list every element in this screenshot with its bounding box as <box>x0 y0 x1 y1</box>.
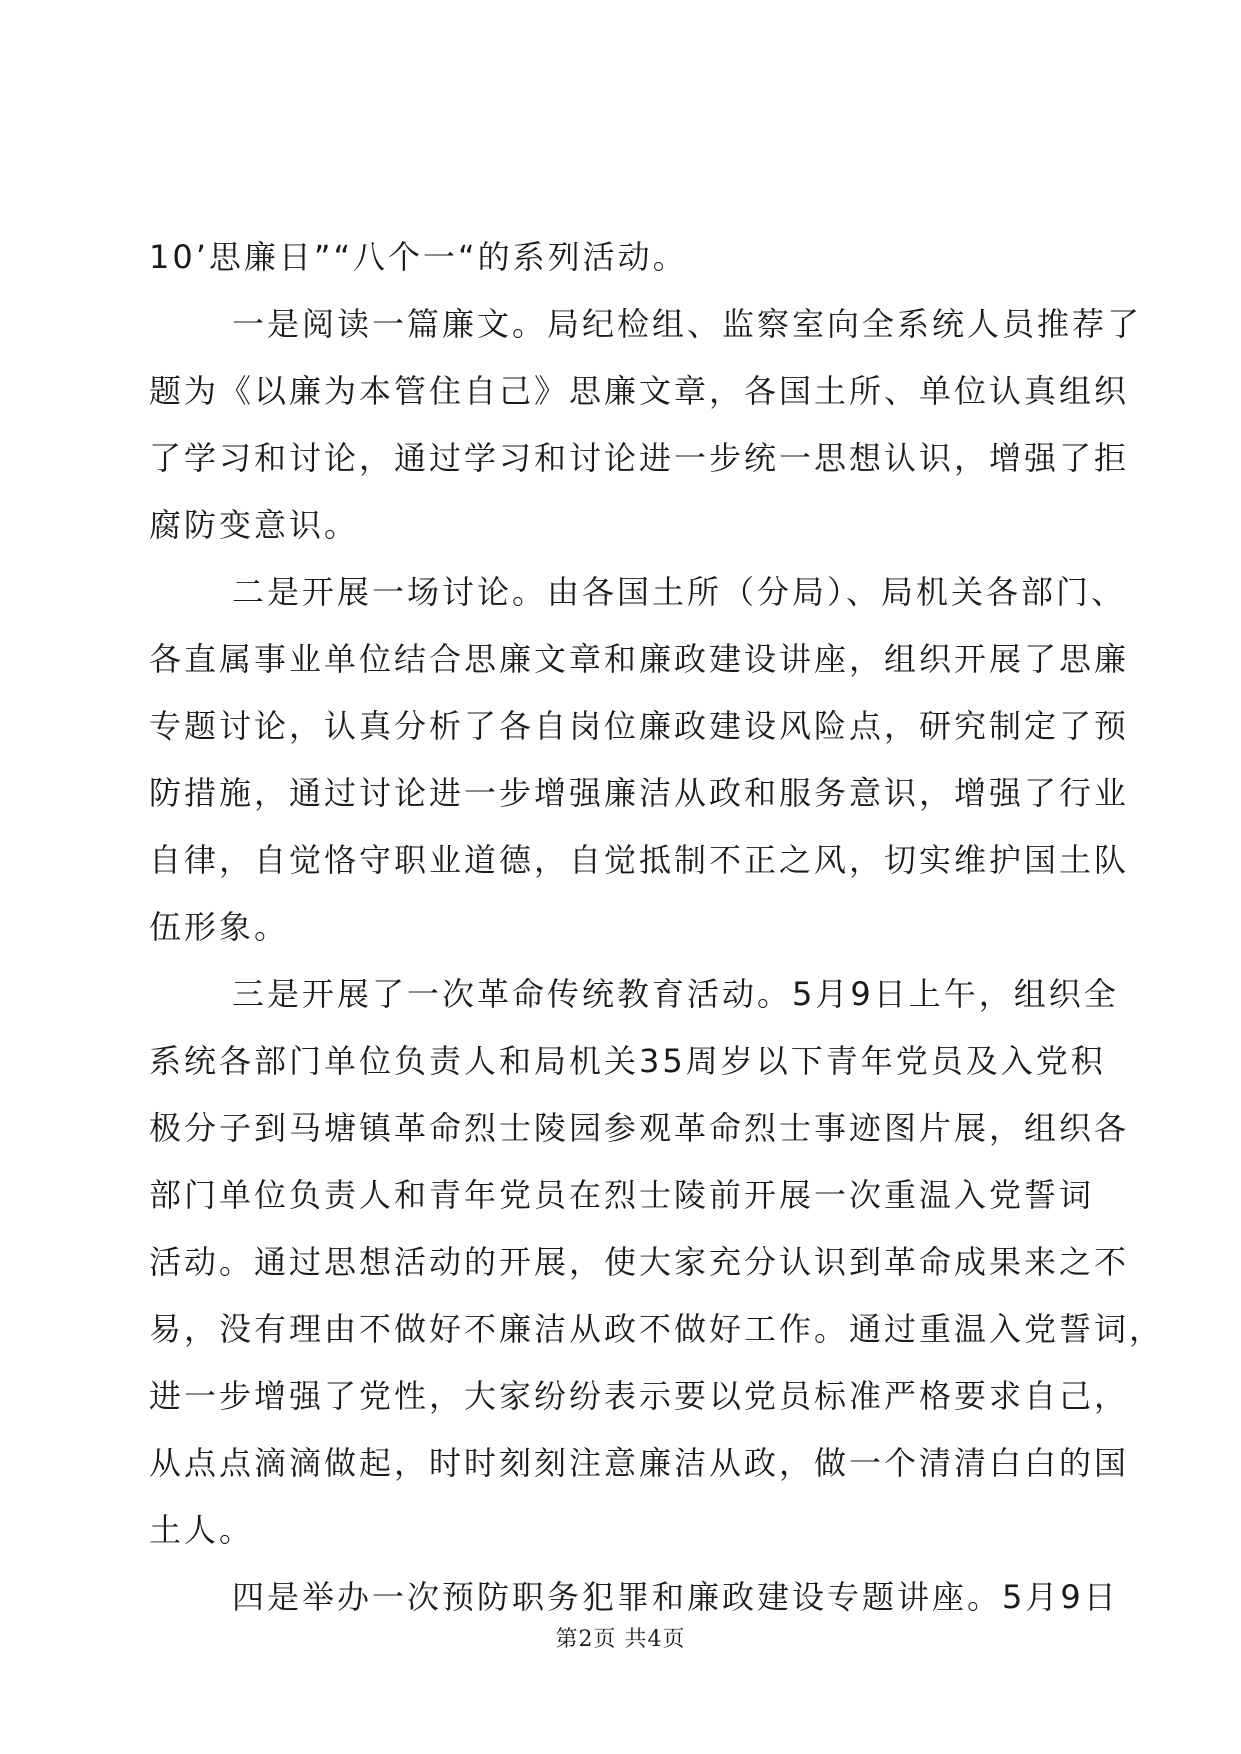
text-line: 土人。 <box>149 1511 255 1549</box>
text-line: 活动。通过思想活动的开展，使大家充分认识到革命成果来之不 <box>149 1243 1130 1281</box>
page-number-footer: 第2页 共4页 <box>555 1627 686 1652</box>
text-line: 腐防变意识。 <box>149 506 360 544</box>
text-line: 极分子到马塘镇革命烈士陵园参观革命烈士事迹图片展，组织各 <box>149 1109 1130 1147</box>
paragraph-start-line: 一是阅读一篇廉文。局纪检组、监察室向全系统人员推荐了 <box>232 305 1143 343</box>
text-line: 易，没有理由不做好不廉洁从政不做好工作。通过重温入党誓词， <box>149 1310 1165 1348</box>
text-line: 从点点滴滴做起，时时刻刻注意廉洁从政，做一个清清白白的国 <box>149 1444 1130 1482</box>
paragraph-start-line: 二是开展一场讨论。由各国土所（分局）、局机关各部门、 <box>232 573 1127 611</box>
text-line: 10’思廉日”“八个一“的系列活动。 <box>149 238 688 276</box>
text-line: 防措施，通过讨论进一步增强廉洁从政和服务意识，增强了行业 <box>149 774 1130 812</box>
text-line: 系统各部门单位负责人和局机关35周岁以下青年党员及入党积 <box>149 1042 1106 1080</box>
text-line: 伍形象。 <box>149 908 290 946</box>
text-line: 部门单位负责人和青年党员在烈士陵前开展一次重温入党誓词 <box>149 1176 1095 1214</box>
document-body <box>149 224 1165 1631</box>
paragraph-start-line: 三是开展了一次革命传统教育活动。5月9日上午，组织全 <box>232 975 1119 1013</box>
paragraph-start-line: 四是举办一次预防职务犯罪和廉政建设专题讲座。5月9日 <box>232 1578 1119 1616</box>
text-line: 进一步增强了党性，大家纷纷表示要以党员标准严格要求自己， <box>149 1377 1130 1415</box>
text-line: 自律，自觉恪守职业道德，自觉抵制不正之风，切实维护国土队 <box>149 841 1130 879</box>
text-line: 了学习和讨论，通过学习和讨论进一步统一思想认识，增强了拒 <box>149 439 1130 477</box>
text-line: 专题讨论，认真分析了各自岗位廉政建设风险点，研究制定了预 <box>149 707 1130 745</box>
text-line: 题为《以廉为本管住自己》思廉文章，各国土所、单位认真组织 <box>149 372 1130 410</box>
text-line: 各直属事业单位结合思廉文章和廉政建设讲座，组织开展了思廉 <box>149 640 1130 678</box>
